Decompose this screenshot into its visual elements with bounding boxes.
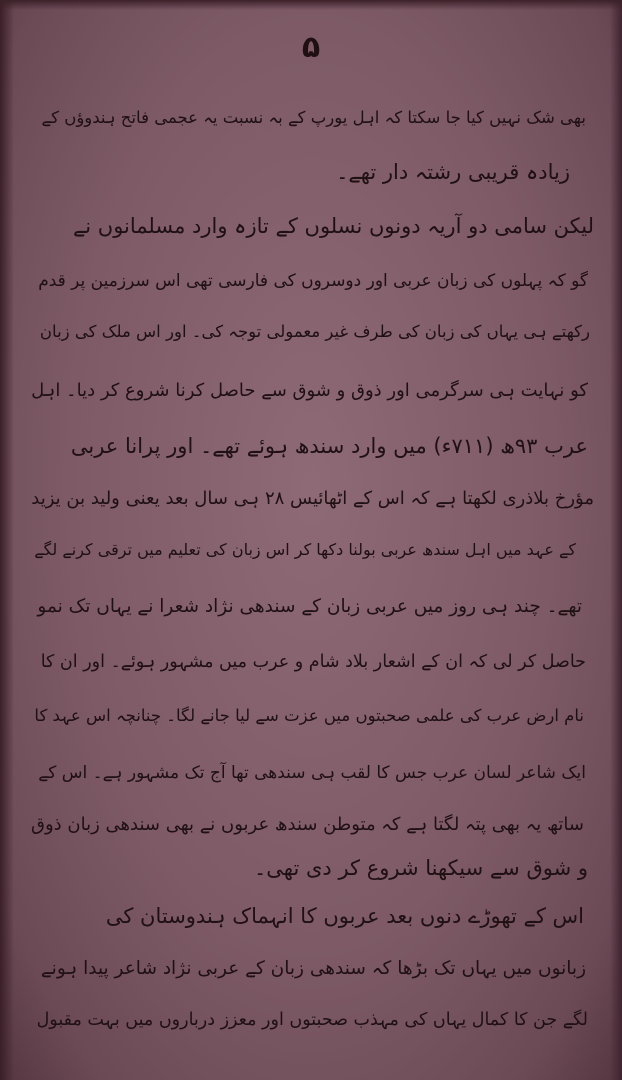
page-top-shadow	[0, 0, 622, 10]
page-right-shadow	[610, 0, 622, 1080]
text-line: لگے جن کا کمال یہاں کی مہذب صحبتوں اور معزز درباروں میں بہت مقبول	[36, 1010, 588, 1030]
text-line: ایک شاعر لسان عرب جس کا لقب ہی سندھی تھا آج تک مشہور ہے۔ اس کے	[38, 763, 586, 783]
text-line: کو نہایت ہی سرگرمی اور ذوق و شوق سے حاصل کرنا شروع کر دیا۔ اہل	[31, 380, 588, 401]
text-line: بھی شک نہیں کیا جا سکتا کہ اہل یورپ کے بہ نسبت یہ عجمی فاتح ہندوؤں کے	[41, 108, 586, 127]
text-line: لیکن سامی دو آریہ دونوں نسلوں کے تازہ وارد مسلمانوں نے	[72, 214, 594, 238]
text-line: زبانوں میں یہاں تک بڑھا کہ سندھی زبان کے عربی نژاد شاعر پیدا ہونے	[40, 958, 586, 979]
text-line: رکھتے ہی یہاں کی زبان کی طرف غیر معمولی توجہ کی۔ اور اس ملک کی زبان	[39, 322, 590, 341]
page-left-shadow	[0, 0, 14, 1080]
text-line: گو کہ پہلوں کی زبان عربی اور دوسروں کی فارسی تھی اس سرزمین پر قدم	[38, 271, 588, 291]
text-line: نام ارض عرب کی علمی صحبتوں میں عزت سے لیا جانے لگا۔ چنانچہ اس عہد کا	[34, 706, 584, 725]
text-line: زیادہ قریبی رشتہ دار تھے۔	[336, 160, 570, 184]
text-line: کے عہد میں اہل سندھ عربی بولنا دکھا کر اس زبان کی تعلیم میں ترقی کرنے لگے	[34, 540, 576, 559]
text-line: ساتھ یہ بھی پتہ لگتا ہے کہ متوطن سندھ عربوں نے بھی سندھی زبان ذوق	[31, 814, 584, 835]
text-line: مؤرخ بلاذری لکھتا ہے کہ اس کے اٹھائیس ۲۸ ہی سال بعد یعنی ولید بن یزید	[31, 488, 594, 509]
text-line: حاصل کر لی کہ ان کے اشعار بلاد شام و عرب میں مشہور ہوئے۔ اور ان کا	[40, 652, 586, 672]
text-line: تھے۔ چند ہی روز میں عربی زبان کے سندھی نژاد شعرا نے یہاں تک نمو	[37, 596, 582, 617]
page-number: ۵	[301, 30, 321, 65]
text-line: عرب ۹۳ھ (۷۱۱ء) میں وارد سندھ ہوئے تھے۔ اور پرانا عربی	[70, 434, 588, 458]
text-line: اس کے تھوڑے دنوں بعد عربوں کا انہماک ہندوستان کی	[105, 904, 584, 928]
text-line: و شوق سے سیکھنا شروع کر دی تھی۔	[253, 856, 588, 880]
